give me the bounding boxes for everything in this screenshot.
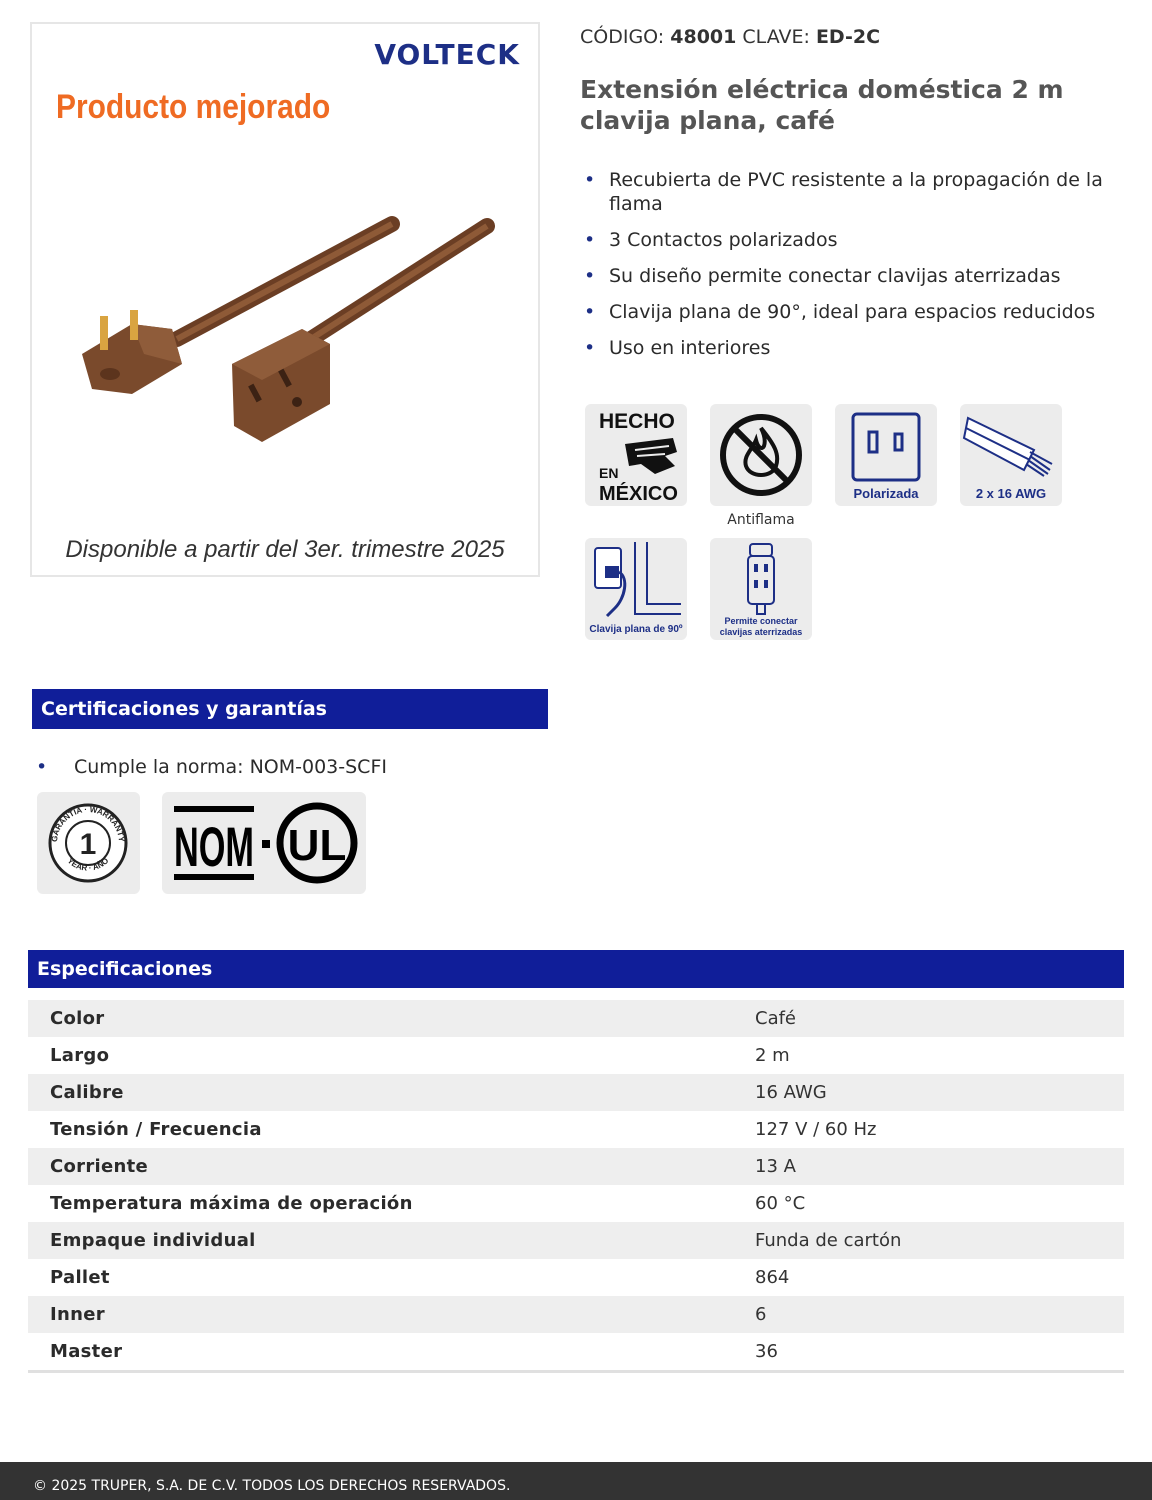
spec-label: Empaque individual bbox=[28, 1222, 755, 1259]
table-row bbox=[28, 1259, 1124, 1296]
feature-list bbox=[584, 168, 1124, 372]
nom-ul-logo bbox=[162, 792, 366, 894]
spec-label: Calibre bbox=[28, 1074, 755, 1111]
table-row bbox=[28, 1222, 1124, 1259]
table-row bbox=[28, 1000, 1124, 1037]
warranty-top-text: GARANTÍA · WARRANTY bbox=[49, 804, 127, 843]
table-row bbox=[28, 1111, 1124, 1148]
specifications-heading: Especificaciones bbox=[28, 950, 1124, 988]
spec-value: 16 AWG bbox=[755, 1074, 1124, 1111]
permite-line2: clavijas aterrizadas bbox=[719, 627, 803, 637]
product-title: Extensión eléctrica doméstica 2 m clavija plana, café bbox=[580, 75, 1064, 135]
brand-logo: VOLTECK bbox=[374, 38, 520, 71]
bullet-icon: • bbox=[36, 756, 48, 778]
spec-label: Corriente bbox=[28, 1148, 755, 1185]
antiflame-icon bbox=[710, 404, 812, 506]
spec-value: Café bbox=[755, 1000, 1124, 1037]
warranty-years: 1 bbox=[79, 828, 97, 861]
feature-item: • Clavija plana de 90°, ideal para espacios reducidos bbox=[584, 300, 1124, 324]
permite-line1: Permite conectar bbox=[724, 616, 798, 626]
spec-value: 864 bbox=[755, 1267, 790, 1288]
copyright-text: © 2025 TRUPER, S.A. DE C.V. TODOS LOS DERECHOS RESERVADOS. bbox=[33, 1478, 511, 1494]
flat-plug-90-icon bbox=[585, 538, 687, 640]
clavija-label: Clavija plana de 90º bbox=[589, 624, 683, 635]
ul-text: UL bbox=[287, 821, 347, 870]
feature-item: • Recubierta de PVC resistente a la propagación de la flama bbox=[584, 168, 1124, 216]
table-row bbox=[28, 1333, 1124, 1370]
spec-label: Temperatura máxima de operación bbox=[50, 1193, 413, 1214]
polarizada-label: Polarizada bbox=[853, 486, 919, 501]
code-value: 48001 bbox=[670, 26, 737, 48]
feature-item: • 3 Contactos polarizados bbox=[584, 228, 1124, 252]
footer bbox=[0, 1462, 1152, 1500]
table-row bbox=[28, 1296, 1124, 1333]
made-in-mexico-icon bbox=[585, 404, 687, 506]
spec-value: 127 V / 60 Hz bbox=[755, 1119, 877, 1140]
spec-label: Inner bbox=[28, 1296, 755, 1333]
spec-value: 13 A bbox=[755, 1148, 1124, 1185]
product-card bbox=[30, 22, 540, 577]
code-label: CÓDIGO: bbox=[580, 26, 665, 48]
spec-label: Master bbox=[50, 1341, 123, 1362]
improved-product-badge: Producto mejorado bbox=[56, 88, 331, 126]
table-row bbox=[28, 1185, 1124, 1222]
nom-text: NOM bbox=[174, 815, 254, 878]
spec-label: Pallet bbox=[50, 1267, 110, 1288]
polarized-outlet-icon bbox=[835, 404, 937, 506]
certification-text: Cumple la norma: NOM-003-SCFI bbox=[74, 756, 387, 778]
spec-value: 36 bbox=[755, 1341, 778, 1362]
awg-cable-icon bbox=[960, 404, 1062, 506]
feature-item: • Su diseño permite conectar clavijas aterrizadas bbox=[584, 264, 1124, 288]
awg-label: 2 x 16 AWG bbox=[975, 486, 1047, 501]
grounded-plug-icon bbox=[710, 538, 812, 640]
feature-item: • Uso en interiores bbox=[584, 336, 1124, 360]
antiflame-caption: Antiflama bbox=[727, 512, 795, 528]
key-label: CLAVE: bbox=[742, 26, 810, 48]
product-code-line bbox=[580, 26, 880, 48]
certifications-heading: Certificaciones y garantías bbox=[32, 689, 548, 729]
spec-label: Largo bbox=[50, 1045, 110, 1066]
table-bottom-divider bbox=[28, 1370, 1124, 1373]
key-value: ED-2C bbox=[815, 26, 881, 48]
extension-cord-image bbox=[72, 204, 512, 464]
table-row bbox=[28, 1148, 1124, 1185]
specifications-table bbox=[28, 1000, 1124, 1370]
spec-value: 60 °C bbox=[755, 1193, 806, 1214]
table-row bbox=[28, 1074, 1124, 1111]
table-row bbox=[28, 1037, 1124, 1074]
warranty-seal-icon bbox=[37, 792, 140, 894]
spec-label: Color bbox=[28, 1000, 755, 1037]
hecho-text: HECHO bbox=[599, 410, 675, 433]
spec-value: Funda de cartón bbox=[755, 1222, 1124, 1259]
spec-label: Tensión / Frecuencia bbox=[50, 1119, 262, 1140]
mexico-text: MÉXICO bbox=[599, 483, 678, 505]
warranty-bottom-text: YEAR · AÑO bbox=[65, 856, 111, 873]
spec-value: 6 bbox=[755, 1296, 1124, 1333]
availability-note: Disponible a partir del 3er. trimestre 2025 bbox=[65, 536, 505, 563]
spec-value: 2 m bbox=[755, 1045, 790, 1066]
en-text: EN bbox=[599, 465, 619, 481]
